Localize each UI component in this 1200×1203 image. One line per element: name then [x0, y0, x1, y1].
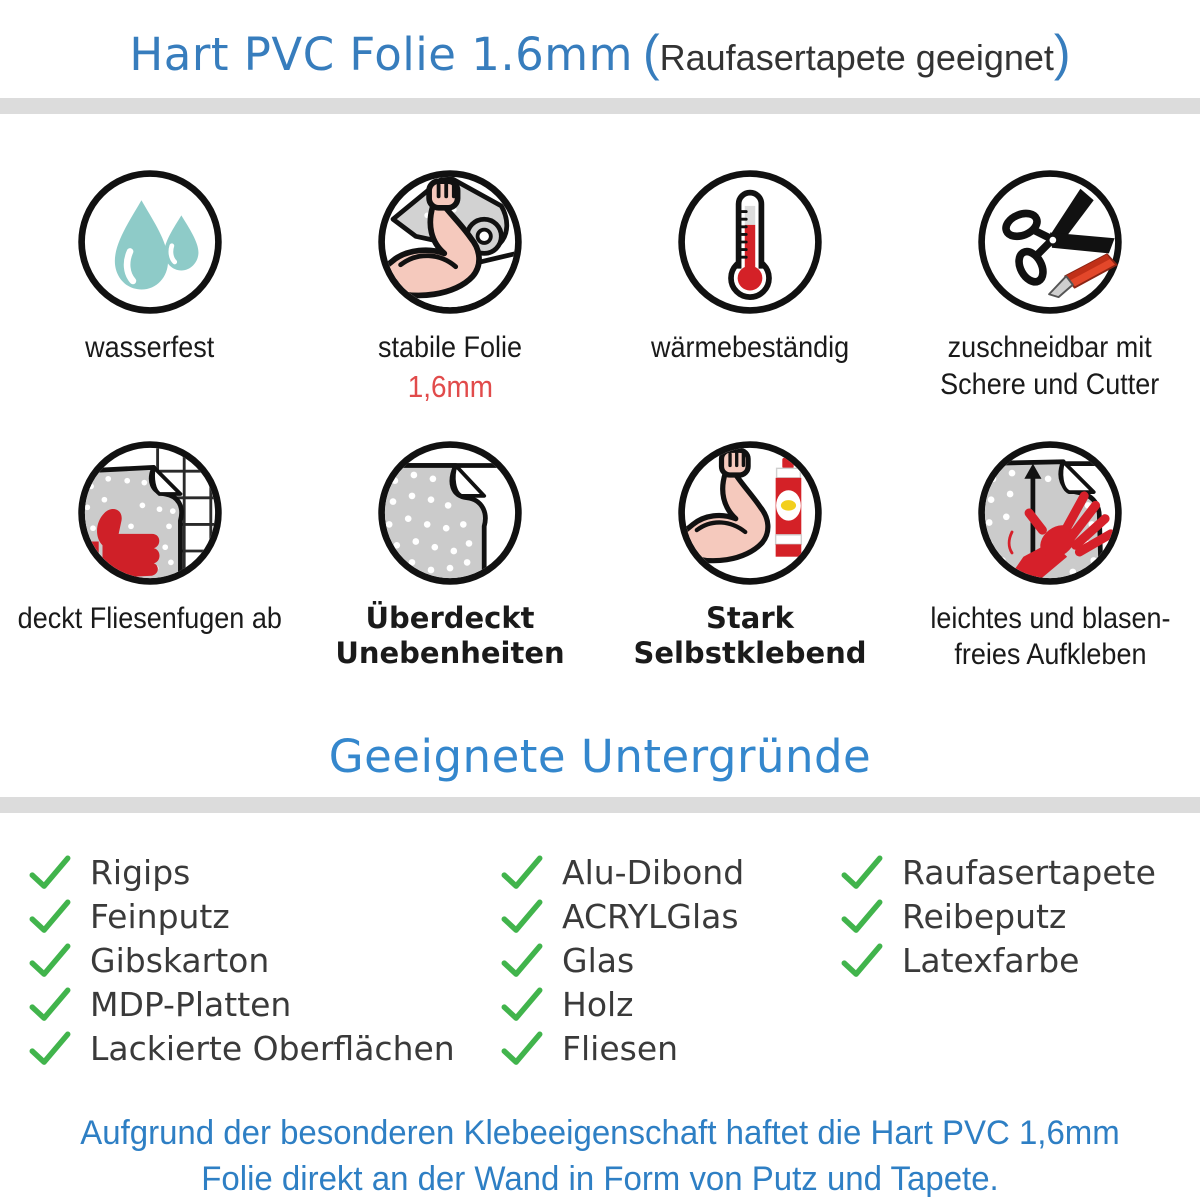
feature-unebenheiten [300, 437, 600, 674]
feature-label-line: Stark [706, 600, 794, 635]
hand-smoothing-foil-icon [974, 437, 1126, 589]
title-paren-close: ) [1053, 25, 1071, 81]
feature-label [940, 330, 1159, 403]
divider-top [0, 98, 1200, 114]
feature-label [651, 330, 849, 367]
substrate-item [840, 851, 1200, 895]
substrates-column-2 [500, 851, 840, 1071]
feature-aufkleben [900, 437, 1200, 674]
checkmark-icon [840, 898, 884, 936]
water-drops-icon [74, 166, 226, 318]
substrate-label: Alu-Dibond [562, 853, 745, 893]
thumb-up-tiles-icon [74, 437, 226, 589]
feature-label [930, 601, 1170, 674]
feature-label-line: stabile Folie [377, 331, 523, 364]
substrates-column-3 [840, 851, 1200, 1071]
feature-waermebestaendig [600, 166, 900, 405]
muscle-arm-foil-icon [374, 166, 526, 318]
dotted-foil-icon [374, 437, 526, 589]
divider-substrates [0, 797, 1200, 813]
feature-label [633, 601, 866, 672]
feature-wasserfest [0, 166, 300, 405]
substrate-item [500, 939, 840, 983]
substrate-label: Fliesen [562, 1029, 679, 1069]
feature-label-line: Schere und Cutter [940, 367, 1160, 401]
checkmark-icon [500, 898, 544, 936]
substrate-item [500, 895, 840, 939]
substrate-item [28, 851, 500, 895]
substrate-item [500, 851, 840, 895]
feature-label-line: Selbstklebend [633, 635, 867, 670]
thermometer-icon [674, 166, 826, 318]
substrate-label: Feinputz [90, 897, 230, 937]
substrate-label: Rigips [90, 853, 191, 893]
substrate-label: Reibeputz [902, 897, 1067, 937]
feature-fliesenfugen [0, 437, 300, 674]
substrates-column-1 [28, 851, 500, 1071]
checkmark-icon [28, 1030, 72, 1068]
substrate-label: Lackierte Oberflächen [90, 1029, 455, 1069]
substrate-item [28, 895, 500, 939]
feature-label-line: Überdeckt [365, 600, 535, 635]
feature-thickness-label: 1,6mm [407, 368, 493, 404]
muscle-arm-glue-icon [674, 437, 826, 589]
substrate-item [28, 1027, 500, 1071]
checkmark-icon [28, 986, 72, 1024]
substrate-label: Holz [562, 985, 634, 1025]
checkmark-icon [28, 854, 72, 892]
feature-label-line: leichtes und blasen- [929, 601, 1171, 635]
feature-label-line: deckt Fliesenfugen ab [17, 601, 283, 635]
feature-stabile-folie [300, 166, 600, 405]
feature-grid [0, 166, 1200, 674]
substrate-item [840, 895, 1200, 939]
checkmark-icon [500, 854, 544, 892]
checkmark-icon [500, 986, 544, 1024]
feature-label-line: freies Aufkleben [953, 638, 1147, 672]
feature-label [18, 601, 282, 638]
scissors-cutter-icon [974, 166, 1126, 318]
footer-note [18, 1111, 1182, 1203]
feature-selbstklebend [600, 437, 900, 674]
substrate-item [28, 939, 500, 983]
substrate-label: MDP-Platten [90, 985, 292, 1025]
page-title [0, 0, 1200, 82]
substrate-item [500, 983, 840, 1027]
feature-label-line: wärmebeständig [650, 331, 850, 364]
substrate-item [840, 939, 1200, 983]
substrate-label: Gibskarton [90, 941, 270, 981]
feature-label-line: wasserfest [85, 331, 215, 364]
checkmark-icon [28, 898, 72, 936]
checkmark-icon [28, 942, 72, 980]
substrate-label: ACRYLGlas [562, 897, 739, 937]
feature-label [85, 330, 214, 367]
substrate-label: Latexfarbe [902, 941, 1080, 981]
checkmark-icon [840, 854, 884, 892]
feature-label [378, 330, 522, 367]
substrate-label: Glas [562, 941, 635, 981]
checkmark-icon [500, 942, 544, 980]
feature-label [335, 601, 564, 672]
title-paren-open: ( [642, 25, 660, 81]
feature-label-line: zuschneidbar mit [947, 331, 1153, 364]
substrates-list [0, 851, 1200, 1071]
title-note: Raufasertapete geeignet [659, 37, 1054, 78]
feature-label-line: Unebenheiten [335, 635, 565, 670]
substrate-label: Raufasertapete [902, 853, 1156, 893]
footer-note-line: Folie direkt an der Wand in Form von Putz und Tapete. [201, 1159, 999, 1198]
title-main: Hart PVC Folie 1.6mm [129, 28, 633, 81]
checkmark-icon [500, 1030, 544, 1068]
checkmark-icon [840, 942, 884, 980]
substrate-item [28, 983, 500, 1027]
feature-zuschneidbar [900, 166, 1200, 405]
footer-note-line: Aufgrund der besonderen Klebeeigenschaft haftet die Hart PVC 1,6mm [80, 1113, 1120, 1152]
substrate-item [500, 1027, 840, 1071]
substrates-heading: Geeignete Untergründe [328, 729, 872, 783]
